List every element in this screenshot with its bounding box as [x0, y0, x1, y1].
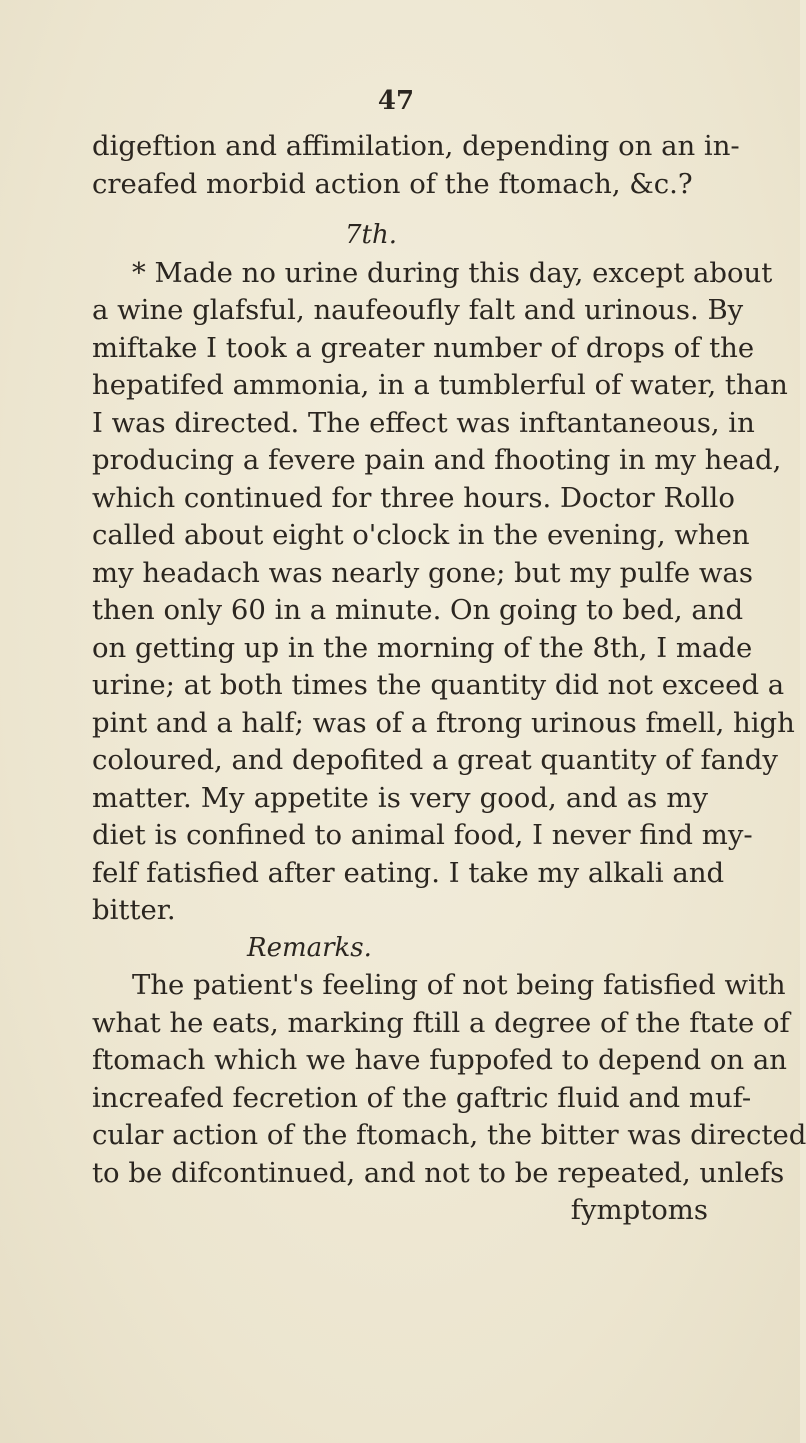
- text-line: which continued for three hours. Doctor Rollo: [92, 481, 735, 514]
- text-line: digeftion and affimilation, depending on an in-: [92, 130, 740, 162]
- text-line: cular action of the ftomach, the bitter was directed: [92, 1119, 806, 1151]
- catchword: fymptoms: [570, 1194, 708, 1226]
- text-line: then only 60 in a minute. On going to bed, and: [92, 594, 744, 626]
- text-line: urine; at both times the quantity did not exceed a: [92, 669, 785, 701]
- text-line: a wine glafsful, naufeoufly falt and urinous. By: [92, 294, 744, 326]
- text-line: The patient's feeling of not being fatisfied with: [132, 969, 786, 1001]
- text-line: * Made no urine during this day, except about: [132, 256, 773, 289]
- text-line: creafed morbid action of the ftomach, &c.?: [92, 167, 693, 200]
- remarks-heading: Remarks.: [247, 932, 372, 963]
- text-line: producing a fevere pain and fhooting in my head,: [92, 444, 782, 476]
- text-line: to be difcontinued, and not to be repeated, unlefs: [92, 1156, 785, 1189]
- text-line: miftake I took a greater number of drops of the: [92, 331, 755, 364]
- text-line: coloured, and depofited a great quantity of fandy: [92, 744, 778, 776]
- text-line: bitter.: [92, 894, 176, 926]
- day-heading: 7th.: [345, 220, 397, 250]
- text-line: ftomach which we have fuppofed to depend on an: [92, 1044, 787, 1076]
- text-line: felf fatisfied after eating. I take my alkali and: [92, 856, 725, 889]
- text-line: increafed fecretion of the gaftric fluid and muf-: [92, 1081, 752, 1114]
- text-line: I was directed. The effect was inftantaneous, in: [92, 406, 755, 439]
- text-line: matter. My appetite is very good, and as my: [92, 781, 708, 814]
- page-text: [92, 128, 806, 1230]
- text-line: what he eats, marking ftill a degree of the ftate of: [92, 1006, 790, 1039]
- text-line: pint and a half; was of a ftrong urinous fmell, high: [92, 706, 795, 739]
- page-number: 47: [377, 86, 415, 116]
- text-line: on getting up in the morning of the 8th, I made: [92, 631, 753, 664]
- text-line: hepatifed ammonia, in a tumblerful of water, than: [92, 369, 788, 401]
- text-line: diet is confined to animal food, I never find my-: [92, 819, 753, 851]
- text-line: called about eight o'clock in the evening, when: [92, 519, 750, 551]
- text-line: my headach was nearly gone; but my pulfe was: [92, 556, 753, 589]
